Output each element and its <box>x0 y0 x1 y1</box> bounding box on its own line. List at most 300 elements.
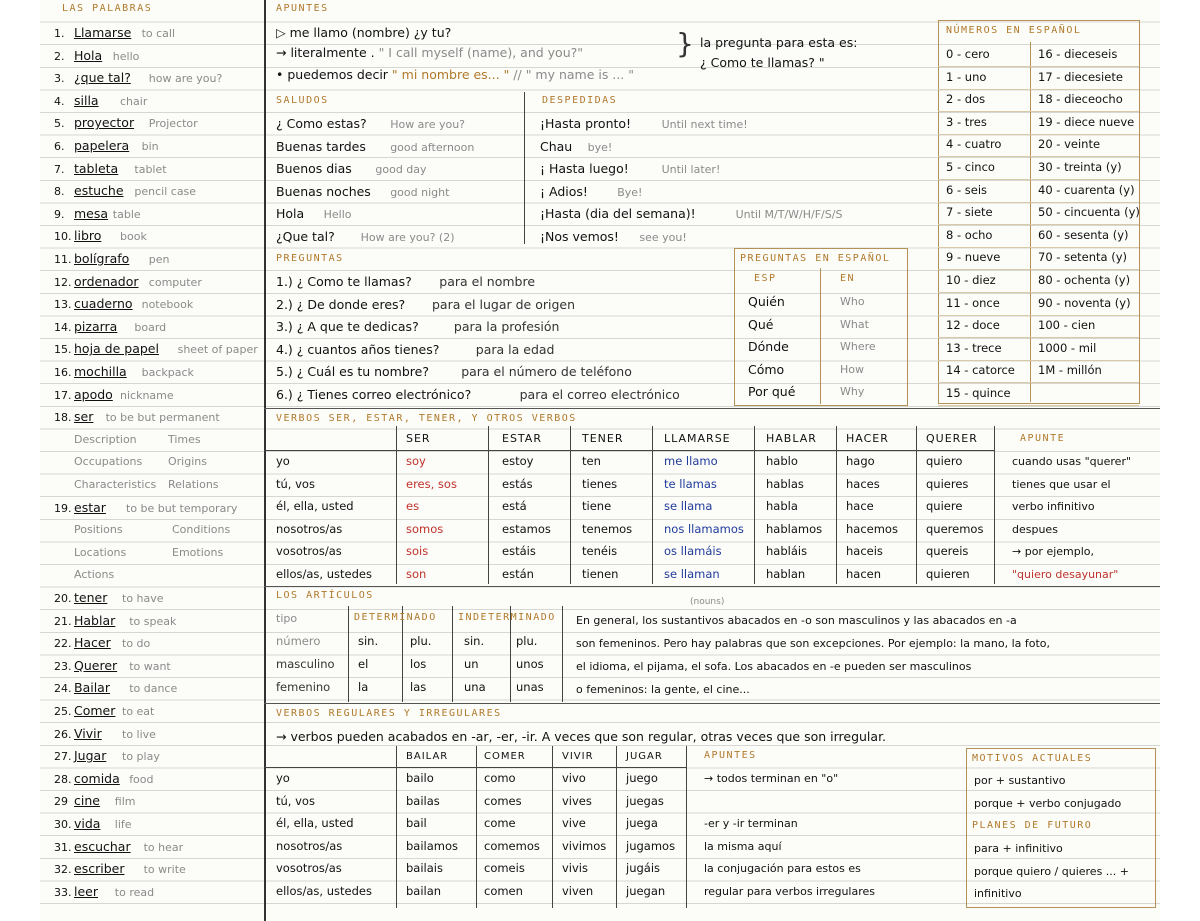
numero-left: 15 - quince <box>946 386 1011 400</box>
numero-left: 13 - trece <box>946 340 1002 355</box>
articulos-note: o femeninos: la gente, el cine... <box>576 683 750 696</box>
verb-form: te llamas <box>664 476 717 491</box>
vocab-number: 5. <box>54 117 65 131</box>
vocab-word: proyector <box>74 115 135 131</box>
numero-left: 6 - seis <box>946 182 988 197</box>
vocab-word: pizarra <box>74 318 118 334</box>
pronoun: nosotros/as <box>276 521 343 536</box>
articulos-sub: plu. <box>410 634 432 648</box>
numero-right: 40 - cuarenta (y) <box>1038 182 1135 197</box>
pregunta-purpose: para el lugar de origen <box>432 296 576 312</box>
vocab-translation: hello <box>112 49 140 63</box>
vocab-translation: how are you? <box>148 72 223 86</box>
vocab-number: 7. <box>54 162 65 176</box>
vocab-number: 30. <box>54 818 72 831</box>
numero-right: 90 - noventa (y) <box>1038 295 1131 310</box>
vocab-word: estar <box>74 499 106 515</box>
vocab-number: 10. <box>54 230 72 244</box>
pregunta-en: How <box>840 362 864 376</box>
verb-form: tenemos <box>582 521 633 536</box>
articulo: masculino <box>276 657 335 671</box>
reg-form: vivis <box>562 861 588 876</box>
estar-use: Locations <box>74 545 127 559</box>
articulo: los <box>410 657 427 671</box>
preg-es-col-esp: ESP <box>754 273 777 284</box>
numeros-row-rule <box>938 179 1139 180</box>
despedida-phrase: ¡ Adios! <box>540 183 588 199</box>
verb-head: HABLAR <box>766 432 817 445</box>
reg-head: JUGAR <box>626 751 663 762</box>
pronoun: yo <box>276 454 290 468</box>
reg-form: bailas <box>406 793 440 808</box>
regulares-head-rule <box>264 767 686 768</box>
reg-apunte: → todos terminan en "o" <box>704 772 839 785</box>
vocab-translation: board <box>134 320 167 334</box>
reg-form: jugáis <box>626 861 661 876</box>
vocab-number: 6. <box>54 140 65 153</box>
numeros-header: NÚMEROS EN ESPAÑOL <box>946 25 1082 36</box>
reg-form: comes <box>484 793 522 808</box>
vocab-translation: to live <box>122 727 156 741</box>
regulares-col-rule <box>552 746 553 908</box>
ser-use: Relations <box>168 478 219 491</box>
apunte-note: despues <box>1012 522 1058 536</box>
pregunta-question: 5.) ¿ Cuál es tu nombre? <box>276 364 429 380</box>
pregunta-question: 1.) ¿ Como te llamas? <box>276 274 412 289</box>
despedidas-header: DESPEDIDAS <box>542 95 618 106</box>
vocab-translation: to play <box>122 750 160 764</box>
vocab-number: 19. <box>54 501 72 515</box>
vocab-word: escuchar <box>74 838 131 854</box>
numeros-row-rule <box>938 89 1139 90</box>
vocab-translation: bin <box>141 140 159 153</box>
estar-use: Conditions <box>172 523 231 537</box>
numero-right: 17 - diecesiete <box>1038 69 1123 84</box>
verb-form: me llamo <box>664 454 718 468</box>
vocab-number: 18. <box>54 411 72 425</box>
reg-apunte: regular para verbos irregulares <box>704 885 876 898</box>
regulares-col-rule <box>476 746 477 908</box>
numeros-row-rule <box>938 292 1139 293</box>
numero-right: 100 - cien <box>1038 318 1096 333</box>
vocab-number: 15. <box>54 343 72 357</box>
verb-form: os llamáis <box>664 544 722 559</box>
verb-form: son <box>406 567 427 581</box>
despedida-phrase: ¡Hasta pronto! <box>540 116 632 131</box>
vocab-word: mesa <box>74 205 109 221</box>
verb-form: quieren <box>926 567 970 581</box>
reg-form: comeis <box>484 861 525 876</box>
saludos-header: SALUDOS <box>276 95 329 106</box>
verb-form: quieres <box>926 476 969 491</box>
numero-right: 60 - sesenta (y) <box>1038 227 1129 242</box>
reg-form: jugamos <box>626 838 676 853</box>
numero-left: 14 - catorce <box>946 363 1015 378</box>
left-column-divider <box>264 0 266 921</box>
verb-form: hacen <box>846 567 882 581</box>
pregunta-en: Who <box>840 295 865 308</box>
plan: porque quiero / quieres ... + <box>974 864 1130 878</box>
vocab-word: vida <box>74 816 101 831</box>
vocab-word: tableta <box>74 160 119 176</box>
pregunta-en: What <box>840 317 869 331</box>
pronoun: yo <box>276 771 290 785</box>
estar-use: Actions <box>74 568 115 582</box>
ser-use: Description <box>74 432 137 446</box>
articulo: femenino <box>276 679 331 694</box>
vocab-translation: tablet <box>134 162 167 176</box>
vocab-translation: to write <box>143 863 186 877</box>
motivo: por + sustantivo <box>974 774 1066 787</box>
vocab-number: 4. <box>54 94 65 108</box>
vocab-word: Llamarse <box>74 25 132 40</box>
pregunta-purpose: para el nombre <box>439 274 536 289</box>
pronoun: vosotros/as <box>276 544 342 559</box>
vocab-word: hoja de papel <box>74 341 159 357</box>
vocab-number: 12. <box>54 275 72 289</box>
verb-form: queremos <box>926 521 984 536</box>
vocab-word: bolígrafo <box>74 251 130 266</box>
numero-left: 11 - once <box>946 295 1000 310</box>
vocab-translation: to be but temporary <box>126 501 238 515</box>
articulos-note: son femeninos. Pero hay palabras que son excepciones. Por ejemplo: la mano, la foto, <box>576 637 1051 650</box>
plan: infinitivo <box>974 887 1022 901</box>
reg-form: vive <box>562 816 586 831</box>
vocab-translation: to read <box>114 885 155 899</box>
vocab-word: apodo <box>74 386 113 402</box>
vocab-word: ser <box>74 409 94 425</box>
reg-form: bailamos <box>406 838 459 853</box>
verb-form: somos <box>406 521 444 536</box>
verb-form: estamos <box>502 521 551 536</box>
pronoun: ellos/as, ustedes <box>276 884 372 898</box>
apuntes-note-2: ¿ Como te llamas? " <box>700 55 825 70</box>
vocab-number: 8. <box>54 185 65 199</box>
verb-form: se llama <box>664 499 713 514</box>
preguntas-header: PREGUNTAS <box>276 253 344 264</box>
numeros-row-rule <box>938 224 1139 225</box>
verb-form: eres, sos <box>406 476 457 491</box>
reg-head: VIVIR <box>562 751 594 762</box>
pregunta-purpose: para el correo electrónico <box>519 387 680 402</box>
reg-form: vivo <box>562 771 586 785</box>
verb-form: hago <box>846 454 875 468</box>
verb-form: hablo <box>766 454 798 468</box>
pregunta-question: 3.) ¿ A que te dedicas? <box>276 319 419 335</box>
reg-head: COMER <box>484 751 526 762</box>
vocab-number: 16. <box>54 366 72 379</box>
vocab-number: 32. <box>54 863 72 877</box>
numeros-row-rule <box>938 202 1139 203</box>
verb-form: hablan <box>766 567 806 581</box>
vocab-word: comida <box>74 770 120 786</box>
pronoun: nosotros/as <box>276 838 343 853</box>
pronoun: vosotros/as <box>276 861 342 876</box>
numero-left: 12 - doce <box>946 318 1000 333</box>
articulos-col-rule <box>562 606 563 702</box>
reg-form: vives <box>562 793 592 808</box>
vocab-translation: film <box>114 795 136 809</box>
numero-right: 80 - ochenta (y) <box>1038 273 1131 287</box>
reg-form: juega <box>626 816 658 831</box>
numeros-row-rule <box>938 66 1139 67</box>
verb-form: estoy <box>502 454 534 468</box>
vocab-word: ¿que tal? <box>74 70 131 86</box>
pregunta-en: Where <box>840 340 876 354</box>
vocab-translation: to be but permanent <box>105 411 220 425</box>
reg-form: comen <box>484 884 523 898</box>
numeros-divider <box>1030 42 1031 402</box>
apunte-note: tienes que usar el <box>1012 477 1111 491</box>
regulares-intro: → verbos pueden acabados en -ar, -er, -ir. A veces que son regular, otras veces que son irregular. <box>276 729 887 744</box>
articulos-sub: sin. <box>464 634 485 648</box>
apunte-note: cuando usas "querer" <box>1012 455 1132 468</box>
articulos-det-head: DETERMINADO <box>354 612 437 623</box>
vocab-word: estuche <box>74 183 124 199</box>
vocab-number: 28. <box>54 772 72 786</box>
vocab-translation: pen <box>148 253 170 266</box>
despedida-translation: bye! <box>587 140 613 154</box>
despedida-translation: Bye! <box>617 185 643 199</box>
numero-left: 8 - ocho <box>946 227 993 242</box>
vocab-word: tener <box>74 590 108 605</box>
verb-form: tienes <box>582 476 618 491</box>
reg-form: como <box>484 771 516 785</box>
apunte-note: → por ejemplo, <box>1012 545 1095 559</box>
pregunta-question: 2.) ¿ De donde eres? <box>276 296 406 312</box>
numeros-row-rule <box>938 405 1139 406</box>
pregunta-question: 4.) ¿ cuantos años tienes? <box>276 341 440 357</box>
reg-form: comemos <box>484 838 540 853</box>
vocab-word: cine <box>74 793 100 809</box>
vocab-word: ordenador <box>74 273 139 289</box>
reg-apunte: la conjugación para estos es <box>704 862 861 876</box>
vocab-translation: to have <box>122 592 164 605</box>
pronoun: tú, vos <box>276 793 315 808</box>
apuntes2-header: APUNTES <box>704 750 757 761</box>
numero-right: 1M - millón <box>1038 363 1102 378</box>
vocab-translation: to speak <box>129 614 177 628</box>
vocab-number: 14. <box>54 320 72 334</box>
verb-head: TENER <box>582 432 624 445</box>
saludo-translation: Hello <box>323 208 352 222</box>
verb-form: nos llamamos <box>664 521 744 536</box>
apuntes-line-1: ▷ me llamo (nombre) ¿y tu? <box>276 25 452 40</box>
numero-right: 19 - diece nueve <box>1038 114 1135 129</box>
verb-head: ESTAR <box>502 432 542 445</box>
ser-use: Occupations <box>74 455 143 469</box>
palabras-header: LAS PALABRAS <box>62 3 153 14</box>
planes-header: PLANES DE FUTURO <box>972 820 1093 831</box>
vocab-translation: nickname <box>120 388 174 402</box>
apunte-note: "quiero desayunar" <box>1012 568 1119 581</box>
articulo: la <box>358 679 369 694</box>
articulos-tipo-head: tipo <box>276 612 298 625</box>
articulo: unas <box>516 679 544 694</box>
vocab-word: Querer <box>74 657 118 673</box>
articulo: unos <box>516 657 544 671</box>
numero-right: 20 - veinte <box>1038 137 1101 152</box>
vocab-word: papelera <box>74 138 130 153</box>
verbos-header: VERBOS SER, ESTAR, TENER, Y OTROS VERBOS <box>276 413 577 424</box>
articulos-sub: plu. <box>516 634 538 648</box>
vocab-translation: backpack <box>141 366 194 379</box>
vocab-word: Bailar <box>74 680 110 696</box>
ser-use: Times <box>168 432 201 446</box>
vocab-number: 23. <box>54 659 72 673</box>
numeros-row-rule <box>938 156 1139 157</box>
despedida-translation: Until next time! <box>661 118 748 131</box>
numero-left: 1 - uno <box>946 69 987 84</box>
vocab-translation: Projector <box>148 117 198 131</box>
pregunta-es: Qué <box>748 316 774 332</box>
articulos-col-rule <box>348 606 349 702</box>
vocab-translation: pencil case <box>134 185 197 199</box>
verb-form: habla <box>766 499 798 514</box>
reg-form: bailan <box>406 884 442 898</box>
vocab-translation: to do <box>122 637 151 651</box>
articulos-note: En general, los sustantivos abacados en -o son masculinos y las abacados en -a <box>576 614 1017 627</box>
verb-head: QUERER <box>926 432 978 445</box>
numeros-row-rule <box>938 247 1139 248</box>
verb-form: hace <box>846 499 874 514</box>
reg-form: vivimos <box>562 838 607 853</box>
verb-form: haceis <box>846 544 883 559</box>
vocab-translation: life <box>114 818 132 831</box>
verb-head: HACER <box>846 432 889 445</box>
vocab-word: silla <box>74 92 99 108</box>
pregunta-es: Dónde <box>748 339 789 355</box>
saludo-phrase: ¿ Como estas? <box>276 116 367 131</box>
verb-form: estáis <box>502 544 536 559</box>
despedida-phrase: ¡ Hasta luego! <box>540 161 629 177</box>
vocab-number: 13. <box>54 298 72 312</box>
numero-right: 1000 - mil <box>1038 340 1097 355</box>
articulos-header: LOS ARTÍCULOS <box>276 590 374 601</box>
numeros-row-rule <box>938 134 1139 135</box>
verb-form: tienen <box>582 567 619 581</box>
vocab-number: 26. <box>54 727 72 741</box>
vocab-number: 33. <box>54 885 72 899</box>
reg-form: juegas <box>626 793 664 808</box>
numero-right: 50 - cincuenta (y) <box>1038 205 1140 220</box>
vocab-word: Jugar <box>74 748 107 764</box>
vocab-word: mochilla <box>74 364 127 379</box>
estar-use: Positions <box>74 523 123 537</box>
saludos-divider <box>524 92 525 244</box>
vocab-word: Hacer <box>74 635 111 651</box>
vocab-translation: to want <box>129 659 171 673</box>
vocab-translation: computer <box>148 275 202 289</box>
preguntas-es-divider <box>820 268 821 404</box>
brace-icon: } <box>676 27 694 60</box>
verb-form: es <box>406 499 420 514</box>
articulo: una <box>464 679 486 694</box>
pregunta-purpose: para el número de teléfono <box>461 364 632 380</box>
vocab-number: 24. <box>54 682 72 696</box>
verbos-head-rule <box>264 450 994 451</box>
verb-form: sois <box>406 544 429 559</box>
vocab-number: 29 <box>54 795 68 809</box>
ser-use: Characteristics <box>74 478 157 491</box>
regulares-col-rule <box>396 746 397 908</box>
vocab-number: 25. <box>54 705 72 718</box>
pregunta-es: Por qué <box>748 384 796 400</box>
apunte-header: APUNTE <box>1020 433 1066 444</box>
preg-es-col-en: EN <box>840 273 856 284</box>
verb-form: quiero <box>926 454 963 468</box>
numero-right: 70 - setenta (y) <box>1038 250 1128 265</box>
verb-form: quiere <box>926 499 963 514</box>
despedida-phrase: Chau <box>540 138 573 154</box>
pronoun: él, ella, usted <box>276 499 354 514</box>
vocab-word: Comer <box>74 703 116 718</box>
saludo-translation: good night <box>390 185 450 199</box>
numero-left: 10 - diez <box>946 273 996 287</box>
vocab-number: 20. <box>54 592 72 605</box>
reg-apunte: la misma aquí <box>704 839 782 853</box>
numero-right: 18 - dieceocho <box>1038 92 1123 107</box>
vocab-number: 17. <box>54 388 72 402</box>
vocab-translation: notebook <box>141 298 194 312</box>
pregunta-question: 6.) ¿ Tienes correo electrónico? <box>276 387 472 402</box>
apunte-note: verbo infinitivo <box>1012 500 1095 514</box>
vocab-translation: chair <box>120 94 148 108</box>
vocab-word: Vivir <box>74 725 102 741</box>
preguntas-es-header: PREGUNTAS EN ESPAÑOL <box>740 253 891 264</box>
apuntes-note-1: la pregunta para esta es: <box>700 35 858 50</box>
regulares-top-rule <box>264 703 1160 704</box>
pregunta-es: Quién <box>748 294 785 309</box>
vocab-word: Hablar <box>74 612 116 628</box>
despedida-translation: see you! <box>639 231 687 244</box>
numero-left: 4 - cuatro <box>946 137 1002 152</box>
articulos-indet-head: INDETERMINADO <box>458 612 556 623</box>
pronoun: tú, vos <box>276 476 315 491</box>
verb-form: ten <box>582 454 601 468</box>
numero-right: 16 - dieceseis <box>1038 47 1118 61</box>
verb-form: haces <box>846 476 880 491</box>
vocab-number: 3. <box>54 72 65 86</box>
vocab-number: 31. <box>54 840 72 854</box>
verb-form: soy <box>406 454 426 468</box>
articulos-sub: sin. <box>358 634 379 648</box>
despedida-phrase: ¡Nos vemos! <box>540 229 619 244</box>
articulos-note-above: (nouns) <box>690 597 725 607</box>
plan: para + infinitivo <box>974 842 1063 855</box>
notes-page <box>40 0 1160 921</box>
numero-left: 5 - cinco <box>946 160 995 174</box>
verb-form: hablas <box>766 476 804 491</box>
articulo: las <box>410 679 427 694</box>
articulo: un <box>464 657 479 671</box>
reg-form: juegan <box>626 884 666 898</box>
numeros-row-rule <box>938 360 1139 361</box>
reg-form: bailais <box>406 861 443 876</box>
verb-form: estás <box>502 476 533 491</box>
articulos-sub: número <box>276 634 321 648</box>
numero-left: 3 - tres <box>946 114 987 129</box>
reg-form: bail <box>406 816 427 831</box>
regulares-col-rule <box>686 746 687 908</box>
verb-form: están <box>502 567 534 581</box>
articulos-col-rule <box>452 606 453 702</box>
motivos-header: MOTIVOS ACTUALES <box>972 753 1093 764</box>
vocab-number: 27. <box>54 750 72 764</box>
estar-use: Emotions <box>172 545 224 559</box>
reg-form: juego <box>626 771 658 785</box>
pronoun: ellos/as, ustedes <box>276 567 372 581</box>
